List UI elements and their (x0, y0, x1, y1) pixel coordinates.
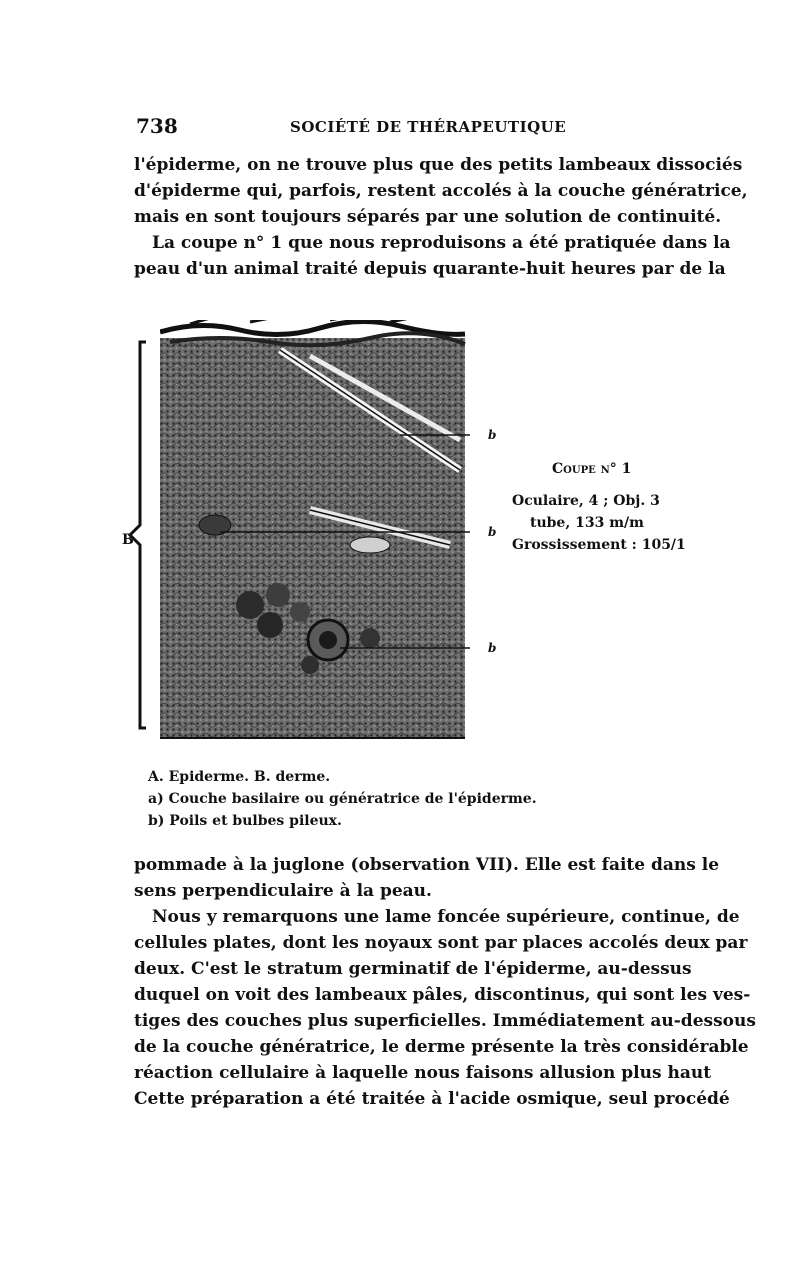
label-b-hair-3: b (488, 641, 497, 655)
page-number: 738 (136, 114, 178, 138)
caption-line: b) Poils et bulbes pileux. (148, 813, 342, 829)
text-line: deux. C'est le stratum germinatif de l'épiderme, au-dessus (134, 959, 692, 979)
text-line: cellules plates, dont les noyaux sont par places accolés deux par (134, 933, 748, 953)
caption-line: a) Couche basilaire ou génératrice de l'épiderme. (148, 791, 537, 807)
text-line: réaction cellulaire à laquelle nous faisons allusion plus haut (134, 1063, 712, 1083)
text-line: tiges des couches plus superficielles. Immédiatement au-dessous (134, 1011, 756, 1031)
text-line: peau d'un animal traité depuis quarante-huit heures par de la (134, 259, 726, 279)
histology-figure (160, 320, 470, 740)
figure-legend (512, 458, 686, 556)
label-b-hair-2: b (488, 525, 497, 539)
paragraph-2 (134, 230, 731, 282)
text-line: mais en sont toujours séparés par une solution de continuité. (134, 207, 722, 227)
text-line: Cette préparation a été traitée à l'acide osmique, seul procédé (134, 1089, 730, 1109)
text-line: duquel on voit des lambeaux pâles, discontinus, qui sont les ves- (134, 985, 751, 1005)
label-b: B (122, 532, 134, 548)
text-line: La coupe n° 1 que nous reproduisons a été pratiquée dans la (152, 233, 731, 253)
figure-caption (148, 766, 537, 832)
running-head: SOCIÉTÉ DE THÉRAPEUTIQUE (290, 118, 567, 136)
legend-line: tube, 133 m/m (530, 515, 644, 531)
paragraph-1 (134, 152, 748, 230)
text-line: Nous y remarquons une lame foncée supérieure, continue, de (152, 907, 740, 927)
text-line: l'épiderme, on ne trouve plus que des petits lambeaux dissociés (134, 155, 743, 175)
text-line: d'épiderme qui, parfois, restent accolés à la couche génératrice, (134, 181, 748, 201)
legend-title: Coupe n° 1 (552, 461, 632, 477)
paragraph-4 (134, 904, 756, 1112)
caption-line: A. Epiderme. B. derme. (148, 769, 331, 785)
text-line: de la couche génératrice, le derme présente la très considérable (134, 1037, 749, 1057)
legend-line: Oculaire, 4 ; Obj. 3 (512, 493, 660, 509)
paragraph-3 (134, 852, 720, 904)
label-b-hair-1: b (488, 428, 497, 442)
text-line: sens perpendiculaire à la peau. (134, 881, 432, 901)
legend-line: Grossissement : 105/1 (512, 537, 686, 553)
text-line: pommade à la juglone (observation VII). Elle est faite dans le (134, 855, 720, 875)
